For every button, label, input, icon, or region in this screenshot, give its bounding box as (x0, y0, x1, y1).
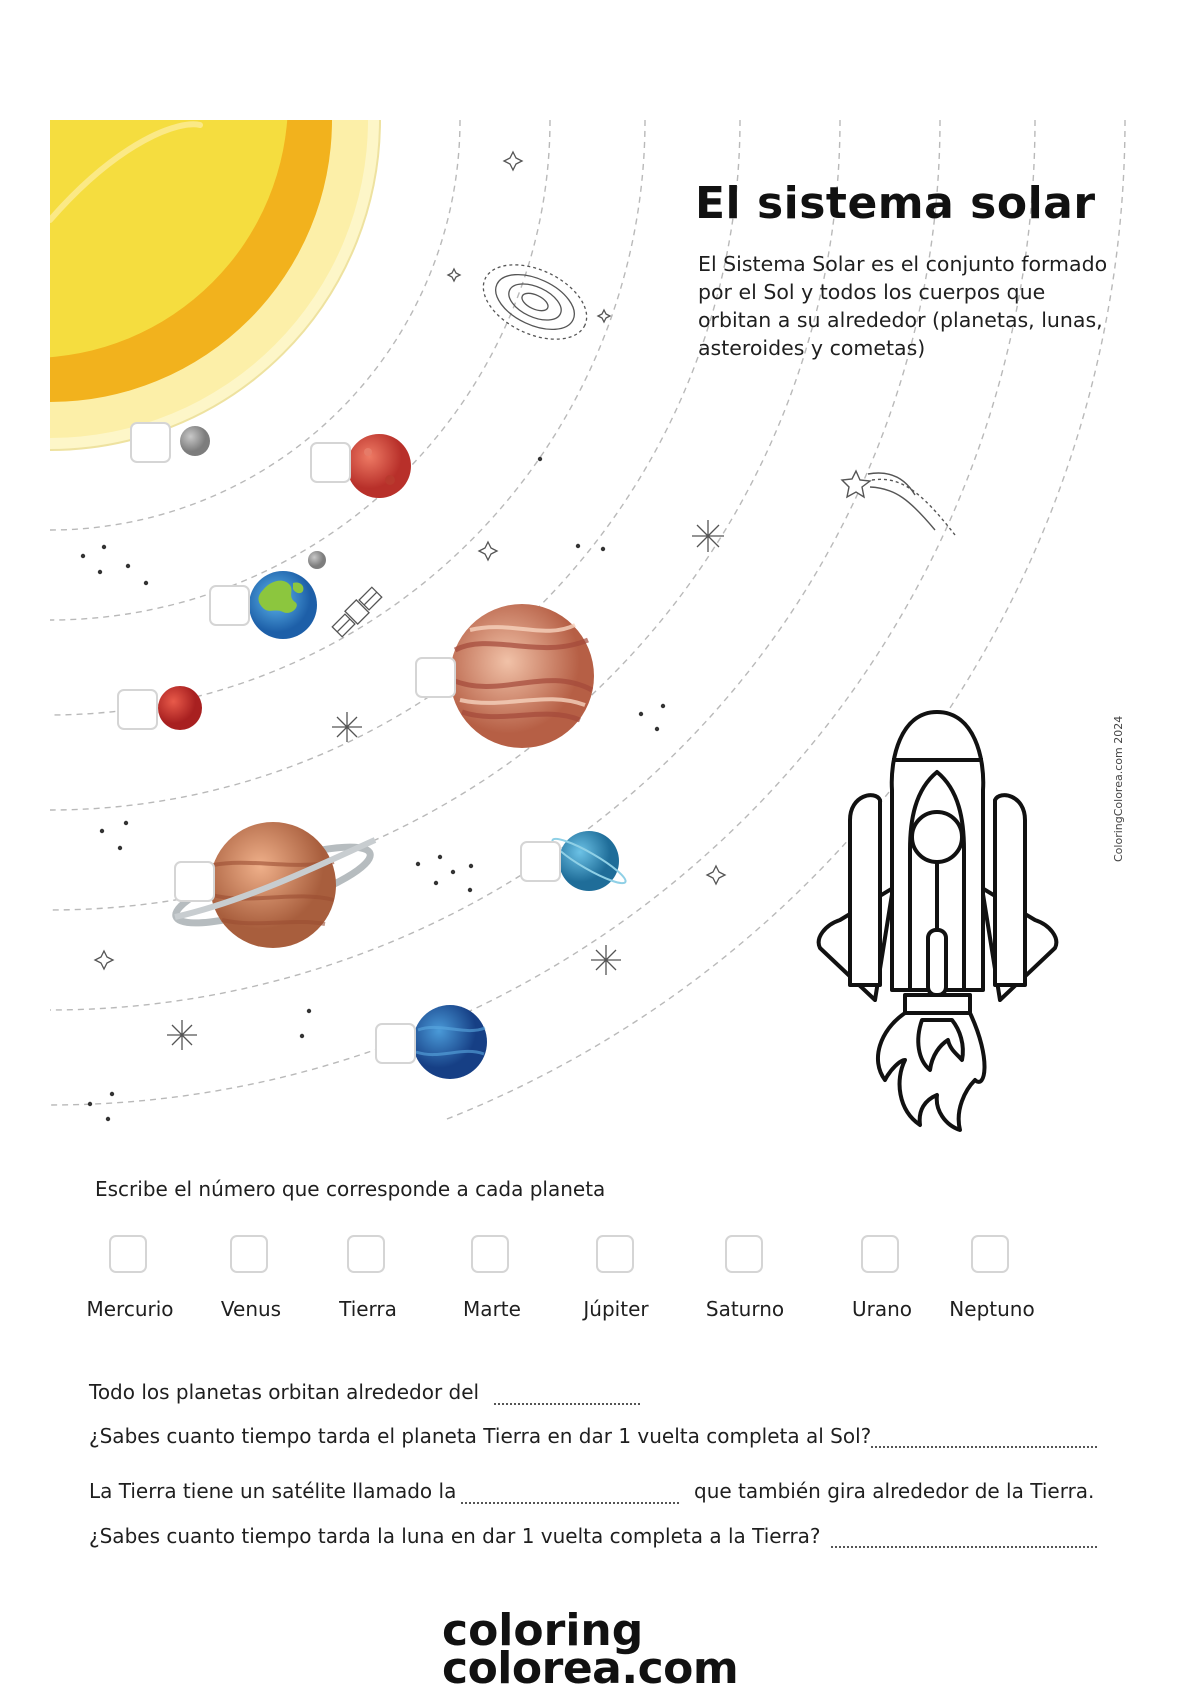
mars-illustration (158, 686, 202, 730)
answer-box-neptuno[interactable] (971, 1235, 1009, 1273)
answer-line-3[interactable] (461, 1502, 679, 1504)
page-title: El sistema solar (695, 178, 1096, 229)
answer-line-4[interactable] (831, 1546, 1097, 1548)
rocket-illustration (819, 712, 1057, 1130)
answer-box-saturno[interactable] (725, 1235, 763, 1273)
neptune-illustration (413, 1005, 487, 1079)
planet-number-boxes[interactable] (118, 423, 560, 1063)
exercise-instruction: Escribe el número que corresponde a cada planeta (95, 1177, 606, 1201)
shooting-star-illustration (842, 471, 955, 535)
label-neptuno: Neptuno (949, 1297, 1035, 1321)
answer-box-urano[interactable] (861, 1235, 899, 1273)
logo-line-1: coloring (442, 1605, 644, 1656)
label-tierra: Tierra (339, 1297, 397, 1321)
dot-clusters (81, 457, 665, 1121)
label-saturno: Saturno (705, 1297, 785, 1321)
label-jupiter: Júpiter (583, 1297, 649, 1321)
galaxy-illustration (472, 250, 599, 354)
mercury-illustration (180, 426, 210, 456)
label-urano: Urano (851, 1297, 913, 1321)
answer-line-2[interactable] (871, 1446, 1097, 1448)
label-mercurio: Mercurio (86, 1297, 174, 1321)
moon-illustration (308, 551, 326, 569)
answer-box-mercurio[interactable] (109, 1235, 147, 1273)
question-2: ¿Sabes cuanto tiempo tarda el planeta Tierra en dar 1 vuelta completa al Sol? (89, 1424, 872, 1448)
watermark-text: ColoringColorea.com 2024 (1112, 715, 1125, 862)
earth-illustration (249, 571, 317, 639)
answer-box-tierra[interactable] (347, 1235, 385, 1273)
question-3-start: La Tierra tiene un satélite llamado la (89, 1479, 457, 1503)
sun-illustration (0, 0, 380, 450)
label-venus: Venus (220, 1297, 282, 1321)
coloring-colorea-logo (442, 1605, 739, 1694)
question-1: Todo los planetas orbitan alrededor del (89, 1380, 480, 1404)
satellite-illustration (331, 586, 383, 638)
venus-illustration (347, 434, 411, 498)
answer-box-jupiter[interactable] (596, 1235, 634, 1273)
logo-line-2: colorea.com (442, 1643, 739, 1694)
question-4: ¿Sabes cuanto tiempo tarda la luna en dar 1 vuelta completa a la Tierra? (89, 1524, 821, 1548)
answer-box-venus[interactable] (230, 1235, 268, 1273)
label-marte: Marte (463, 1297, 521, 1321)
intro-paragraph: El Sistema Solar es el conjunto formado por el Sol y todos los cuerpos que orbitan a su alrededor (planetas, lunas, asteroides y cometas) (698, 252, 1108, 360)
answer-line-1[interactable] (494, 1403, 640, 1405)
answer-box-marte[interactable] (471, 1235, 509, 1273)
question-3-end: que también gira alrededor de la Tierra. (694, 1479, 1095, 1503)
jupiter-illustration (450, 604, 594, 748)
